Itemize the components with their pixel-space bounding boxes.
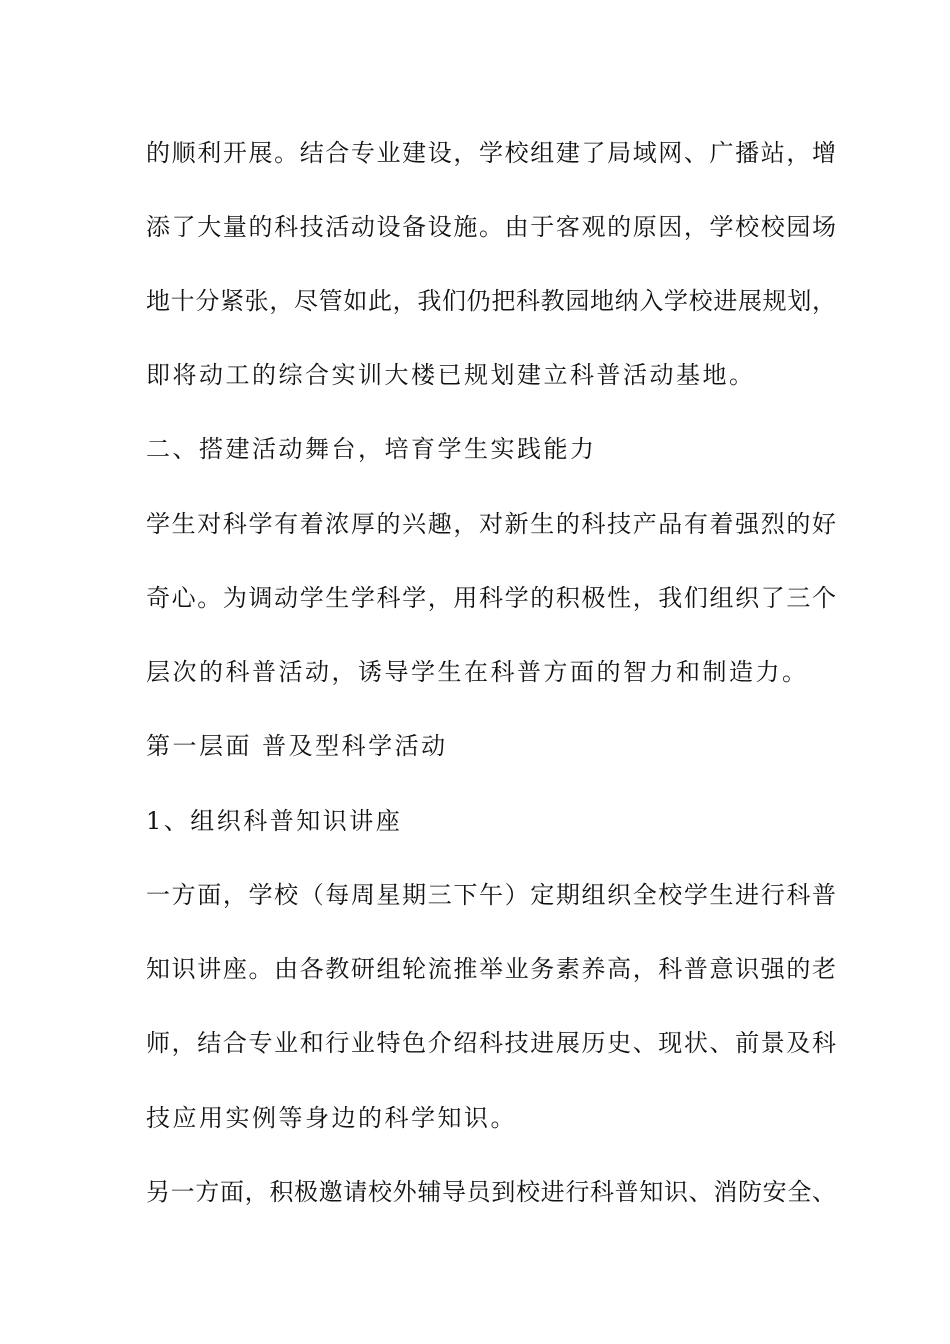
- paragraph-line: 知识讲座。由各教研组轮流推举业务素养高，科普意识强的老: [146, 955, 836, 983]
- paragraph-line: 一方面，学校（每周星期三下午）定期组织全校学生进行科普: [146, 881, 836, 909]
- paragraph-line: 奇心。为调动学生学科学，用科学的积极性，我们组织了三个: [146, 584, 836, 612]
- paragraph-line: 的顺利开展。结合专业建设，学校组建了局域网、广播站，增: [146, 139, 836, 167]
- paragraph-line: 即将动工的综合实训大楼已规划建立科普活动基地。: [146, 361, 756, 389]
- paragraph-line: 技应用实例等身边的科学知识。: [146, 1104, 517, 1132]
- paragraph-line: 层次的科普活动，诱导学生在科普方面的智力和制造力。: [146, 658, 809, 686]
- paragraph-line: 师，结合专业和行业特色介绍科技进展历史、现状、前景及科: [146, 1029, 836, 1057]
- paragraph-line: 添了大量的科技活动设备设施。由于客观的原因，学校校园场: [146, 213, 836, 241]
- paragraph-line: 地十分紧张，尽管如此，我们仍把科教园地纳入学校进展规划，: [146, 287, 836, 315]
- paragraph-line: 学生对科学有着浓厚的兴趣，对新生的科技产品有着强烈的好: [146, 510, 836, 538]
- item-heading: 1、组织科普知识讲座: [146, 807, 403, 835]
- subsection-heading: 第一层面 普及型科学活动: [146, 732, 448, 760]
- paragraph-line: 另一方面，积极邀请校外辅导员到校进行科普知识、消防安全、: [146, 1178, 836, 1206]
- section-heading: 二、搭建活动舞台，培育学生实践能力: [146, 435, 597, 463]
